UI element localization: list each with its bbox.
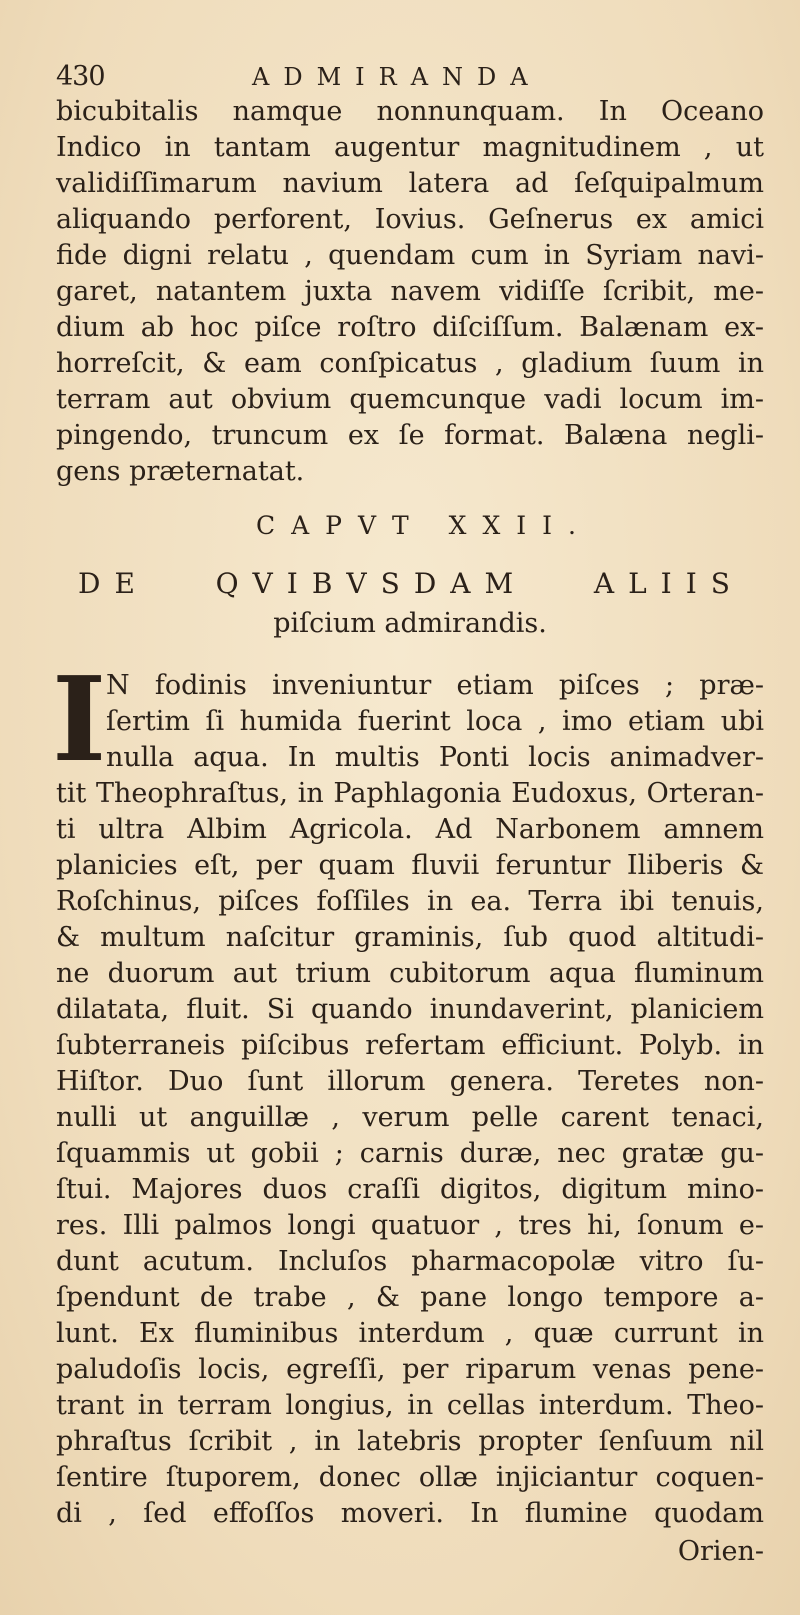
text-line: horreſcit, & eam conſpicatus , gladium ſuum in [56, 348, 764, 379]
text-line: di , ſed effoſſos moveri. In flumine quodam [56, 1498, 764, 1529]
page-number: 430 [56, 61, 105, 92]
chapter-number: CAPVT XXII. [256, 511, 592, 540]
text-line: ſpendunt de trabe , & pane longo tempore a- [56, 1282, 764, 1313]
text-line: terram aut obvium quemcunque vadi locum im- [56, 384, 764, 415]
text-line: ſtui. Majores duos craſſi digitos, digitum mino- [56, 1174, 764, 1205]
text-line: gens præternatat. [56, 456, 305, 487]
text-line: nulli ut anguillæ , verum pelle carent tenaci, [56, 1102, 764, 1133]
text-line: dunt acutum. Incluſos pharmacopolæ vitro ſu- [56, 1246, 764, 1277]
text-line: res. Illi palmos longi quatuor , tres hi, ſonum e- [56, 1210, 764, 1241]
text-line: bicubitalis namque nonnunquam. In Oceano [56, 96, 764, 127]
text-line: phraſtus ſcribit , in latebris propter ſenſuum nil [56, 1426, 764, 1457]
chapter-subtitle: piſcium admirandis. [273, 608, 547, 639]
text-line: lunt. Ex fluminibus interdum , quæ currunt in [56, 1318, 764, 1349]
text-line: ſubterraneis piſcibus refertam efficiunt. Polyb. in [56, 1030, 764, 1061]
text-line: & multum naſcitur graminis, ſub quod altitudi- [56, 922, 764, 953]
text-line: dilatata, fluit. Si quando inundaverint, planiciem [56, 994, 764, 1025]
page-header [56, 60, 756, 94]
text-line: fide digni relatu , quendam cum in Syriam navi- [56, 240, 764, 271]
drop-cap: I [52, 652, 107, 788]
text-line: validiſſimarum navium latera ad ſeſquipalmum [56, 168, 764, 199]
text-line: N fodinis inveniuntur etiam piſces ; præ- [106, 670, 764, 701]
text-line: trant in terram longius, in cellas interdum. Theo- [56, 1390, 764, 1421]
text-line: Hiſtor. Duo ſunt illorum genera. Teretes non- [56, 1066, 764, 1097]
text-line: ſentire ſtuporem, donec ollæ injiciantur coquen- [56, 1462, 764, 1493]
text-line: pingendo, truncum ex ſe format. Balæna negli- [56, 420, 764, 451]
catchword: Orien- [677, 1536, 764, 1567]
text-line: garet, natantem juxta navem vidiſſe ſcribit, me- [56, 276, 764, 307]
text-line: nulla aqua. In multis Ponti locis animadver- [106, 742, 764, 773]
text-line: tit Theophraſtus, in Paphlagonia Eudoxus, Orteran- [56, 778, 764, 809]
text-line: paludoſis locis, egreſſi, per riparum venas pene- [56, 1354, 764, 1385]
text-line: dium ab hoc piſce roſtro diſciſſum. Balænam ex- [56, 312, 764, 343]
text-line: ſquammis ut gobii ; carnis duræ, nec gratæ gu- [56, 1138, 764, 1169]
text-line: Roſchinus, piſces foſſiles in ea. Terra ibi tenuis, [56, 886, 764, 917]
text-line: aliquando perforent, Iovius. Geſnerus ex amici [56, 204, 764, 235]
text-line: Indico in tantam augentur magnitudinem , ut [56, 132, 764, 163]
text-line: ne duorum aut trium cubitorum aqua fluminum [56, 958, 764, 989]
text-line: planicies eſt, per quam fluvii feruntur Iliberis & [56, 850, 764, 881]
text-line: ti ultra Albim Agricola. Ad Narbonem amnem [56, 814, 764, 845]
text-line: ſertim ſi humida fuerint loca , imo etiam ubi [106, 706, 764, 737]
chapter-title: DE QVIBVSDAM ALIIS [78, 567, 744, 600]
running-head: ADMIRANDA [252, 63, 542, 91]
